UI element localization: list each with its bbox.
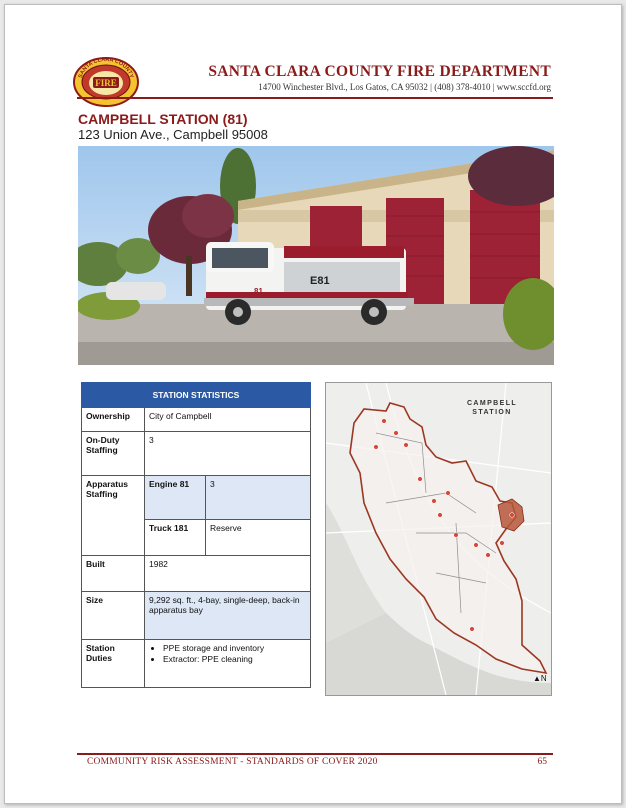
duties-label: Station Duties (82, 640, 145, 688)
apparatus-label: Apparatus Staffing (82, 476, 145, 556)
ownership-label: Ownership (82, 408, 145, 432)
built-value: 1982 (145, 556, 311, 592)
svg-text:FIRE: FIRE (95, 78, 117, 88)
duty-item: • Extractor: PPE cleaning (163, 654, 306, 664)
stats-table-header: STATION STATISTICS (82, 383, 311, 408)
footer-title: COMMUNITY RISK ASSESSMENT - STANDARDS OF COVER 2020 (87, 757, 378, 767)
station-photo (78, 146, 554, 365)
department-address: 14700 Winchester Blvd., Los Gatos, CA 95032 | (408) 378-4010 | www.sccfd.org (258, 82, 551, 92)
station-statistics-table (81, 382, 311, 688)
apparatus-unit: Truck 181 (145, 520, 206, 556)
fire-department-logo (71, 53, 141, 107)
svg-text:E81: E81 (310, 275, 330, 287)
svg-text:81: 81 (254, 287, 263, 296)
ownership-value: City of Campbell (145, 408, 311, 432)
map-label-line: STATION (472, 409, 512, 416)
station-area-map (325, 382, 552, 696)
size-value: 9,292 sq. ft., 4-bay, single-deep, back-in apparatus bay (145, 592, 311, 640)
apparatus-value: Reserve (206, 520, 311, 556)
north-arrow-icon: ▲N (533, 674, 547, 683)
apparatus-value: 3 (206, 476, 311, 520)
apparatus-unit: Engine 81 (145, 476, 206, 520)
department-name: SANTA CLARA COUNTY FIRE DEPARTMENT (208, 63, 551, 80)
size-label: Size (82, 592, 145, 640)
page-number: 65 (537, 757, 547, 767)
document-page (4, 4, 622, 804)
map-station-label (457, 399, 527, 417)
staffing-value: 3 (145, 432, 311, 476)
map-label-line: CAMPBELL (466, 400, 518, 407)
station-address: 123 Union Ave., Campbell 95008 (78, 127, 268, 142)
duties-value (145, 640, 311, 688)
svg-text:SANTA CLARA COUNTY: SANTA CLARA COUNTY (77, 56, 135, 79)
footer-rule (77, 753, 553, 755)
north-label: N (540, 674, 547, 683)
built-label: Built (82, 556, 145, 592)
station-title: CAMPBELL STATION (81) (78, 111, 248, 127)
header-rule (77, 97, 553, 99)
duty-item: • PPE storage and inventory (163, 643, 306, 653)
staffing-label: On-Duty Staffing (82, 432, 145, 476)
